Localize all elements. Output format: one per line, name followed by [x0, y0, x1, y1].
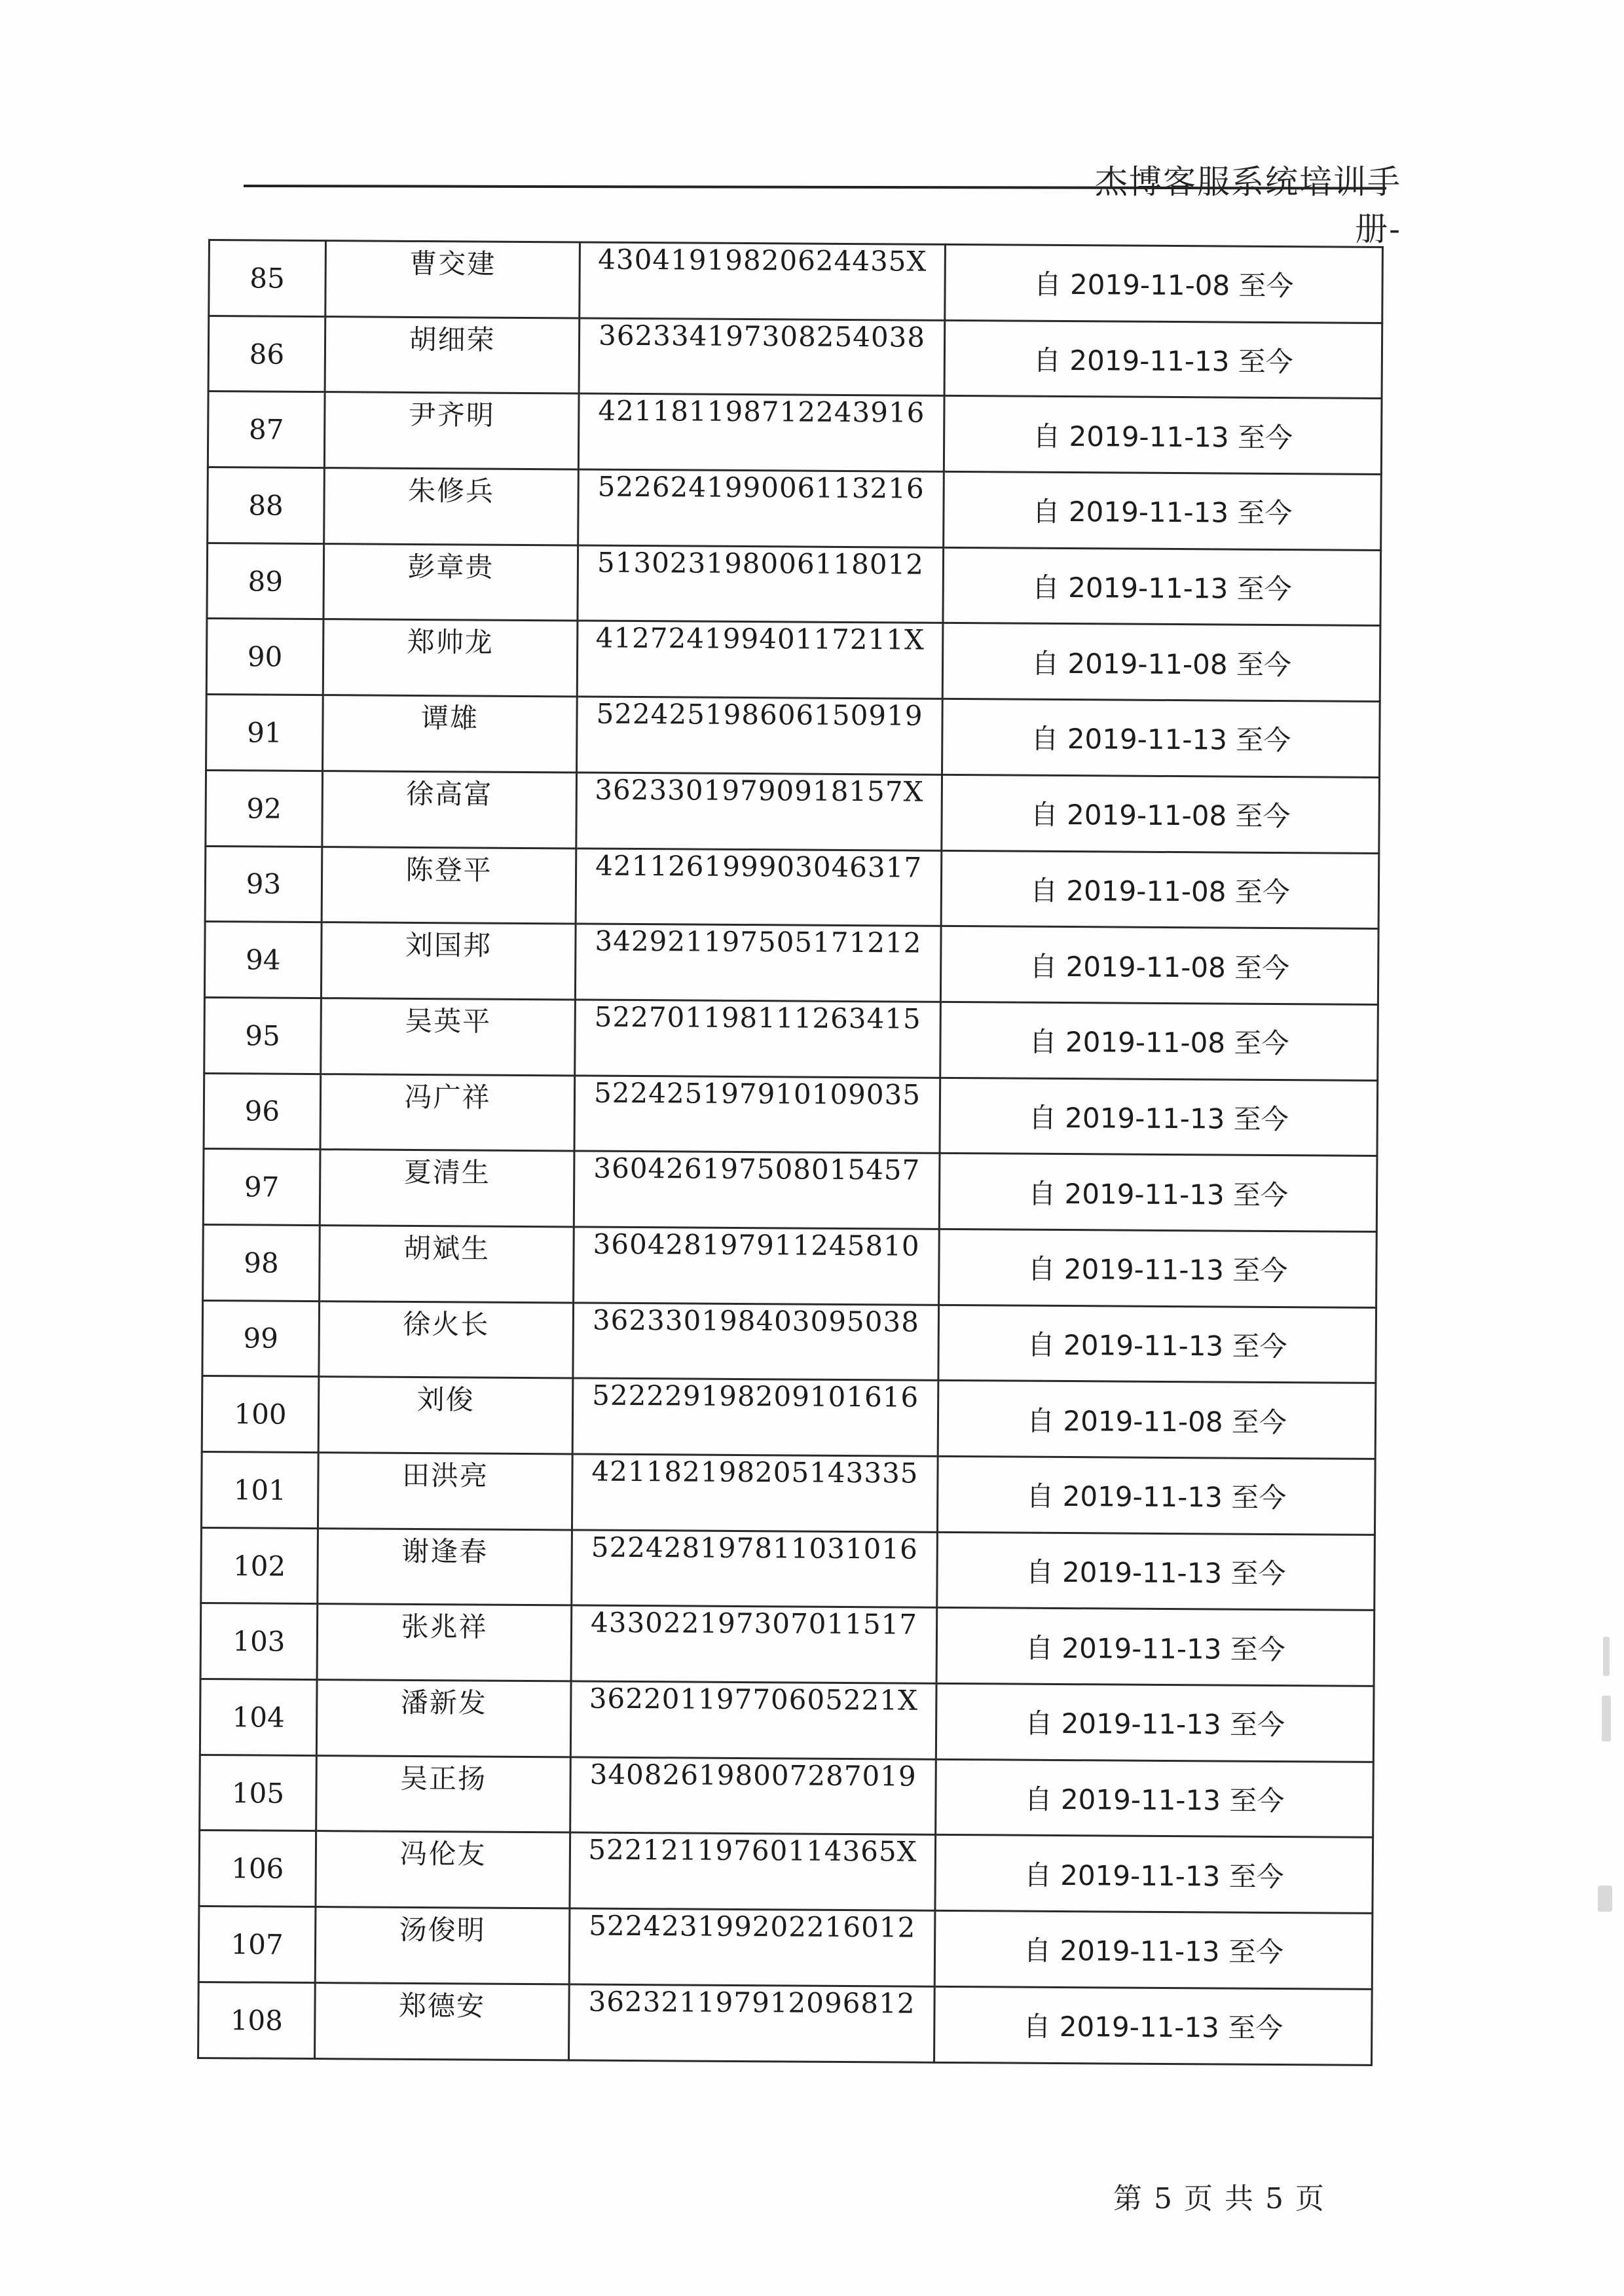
period-cell: 自 2019-11-13 至今 — [944, 396, 1382, 475]
name-cell: 徐火长 — [319, 1301, 574, 1378]
id-number-cell: 362330198403095038 — [573, 1303, 939, 1381]
row-number-cell: 108 — [198, 1982, 316, 2058]
table-row — [208, 392, 1382, 475]
roster-table-body — [198, 240, 1383, 2065]
id-number-cell: 433022197307011517 — [571, 1605, 937, 1683]
table-row — [204, 1073, 1378, 1156]
table-row — [205, 846, 1379, 929]
table-row — [204, 922, 1378, 1005]
period-cell: 自 2019-11-08 至今 — [941, 850, 1379, 929]
table-row — [198, 1982, 1373, 2065]
name-cell: 谢逢春 — [318, 1528, 572, 1605]
row-number-cell: 93 — [205, 846, 322, 922]
name-cell: 汤俊明 — [315, 1907, 570, 1984]
name-cell: 陈登平 — [322, 847, 576, 924]
period-cell: 自 2019-11-13 至今 — [938, 1305, 1376, 1383]
name-cell: 田洪亮 — [318, 1453, 572, 1530]
row-number-cell: 101 — [201, 1451, 318, 1528]
row-number-cell: 100 — [202, 1376, 319, 1453]
table-row — [202, 1300, 1376, 1383]
row-number-cell: 98 — [203, 1224, 320, 1301]
id-number-cell: 522229198209101616 — [572, 1378, 938, 1456]
period-cell: 自 2019-11-13 至今 — [936, 1683, 1374, 1762]
name-cell: 朱修兵 — [324, 468, 579, 545]
row-number-cell: 105 — [200, 1755, 317, 1831]
id-number-cell: 513023198006118012 — [578, 545, 944, 623]
period-cell: 自 2019-11-13 至今 — [937, 1532, 1375, 1611]
id-number-cell: 362321197912096812 — [569, 1984, 935, 2062]
row-number-cell: 107 — [198, 1906, 316, 1983]
table-row — [208, 316, 1382, 399]
table-row — [204, 997, 1378, 1080]
table-row — [199, 1831, 1373, 1914]
table-row — [209, 240, 1383, 323]
period-cell: 自 2019-11-08 至今 — [940, 1002, 1378, 1080]
name-cell: 胡斌生 — [320, 1226, 574, 1303]
row-number-cell: 104 — [200, 1679, 317, 1756]
row-number-cell: 99 — [202, 1300, 320, 1377]
row-number-cell: 89 — [207, 543, 324, 619]
table-row — [200, 1603, 1375, 1686]
id-number-cell: 421126199903046317 — [576, 848, 942, 926]
table-row — [203, 1149, 1377, 1232]
period-cell: 自 2019-11-08 至今 — [940, 926, 1378, 1005]
table-row — [200, 1679, 1374, 1762]
row-number-cell: 96 — [204, 1073, 321, 1150]
period-cell: 自 2019-11-13 至今 — [939, 1229, 1377, 1307]
name-cell: 郑帅龙 — [323, 619, 578, 697]
id-number-cell: 522423199202216012 — [569, 1908, 935, 1986]
name-cell: 冯伦友 — [316, 1831, 570, 1908]
row-number-cell: 103 — [200, 1603, 318, 1680]
row-number-cell: 88 — [208, 467, 325, 544]
id-number-cell: 362334197308254038 — [579, 318, 945, 396]
table-row — [200, 1755, 1374, 1838]
period-cell: 自 2019-11-13 至今 — [936, 1759, 1374, 1838]
row-number-cell: 106 — [199, 1831, 316, 1907]
page-number-footer: 第 5 页 共 5 页 — [1113, 2182, 1325, 2215]
row-number-cell: 91 — [206, 695, 323, 771]
id-number-cell: 522425197910109035 — [574, 1076, 940, 1154]
row-number-cell: 87 — [208, 392, 325, 468]
id-number-cell: 342921197505171212 — [575, 924, 941, 1002]
period-cell: 自 2019-11-08 至今 — [945, 244, 1383, 323]
id-number-cell: 41272419940117211X — [577, 621, 943, 699]
name-cell: 潘新发 — [316, 1680, 571, 1757]
row-number-cell: 92 — [206, 770, 323, 847]
name-cell: 冯广祥 — [320, 1074, 575, 1151]
period-cell: 自 2019-11-13 至今 — [943, 547, 1381, 626]
period-cell: 自 2019-11-08 至今 — [942, 623, 1380, 702]
id-number-cell: 421182198205143335 — [572, 1454, 938, 1532]
roster-table-container — [197, 239, 1374, 2066]
table-row — [201, 1527, 1375, 1611]
row-number-cell: 86 — [208, 316, 325, 392]
id-number-cell: 52212119760114365X — [570, 1832, 936, 1910]
period-cell: 自 2019-11-13 至今 — [944, 471, 1382, 550]
id-number-cell: 522428197811031016 — [572, 1530, 938, 1608]
name-cell: 张兆祥 — [317, 1604, 572, 1681]
table-row — [202, 1376, 1376, 1459]
period-cell: 自 2019-11-13 至今 — [937, 1456, 1375, 1535]
table-row — [206, 770, 1380, 853]
name-cell: 彭章贵 — [323, 543, 578, 621]
name-cell: 尹齐明 — [324, 392, 579, 469]
table-row — [198, 1906, 1373, 1990]
id-number-cell: 360426197508015457 — [574, 1151, 940, 1229]
id-number-cell: 522425198606150919 — [577, 697, 943, 774]
period-cell: 自 2019-11-08 至今 — [938, 1381, 1376, 1459]
name-cell: 胡细荣 — [325, 316, 580, 393]
period-cell: 自 2019-11-13 至今 — [934, 1910, 1373, 1989]
table-row — [206, 619, 1380, 702]
table-row — [208, 467, 1382, 551]
row-number-cell: 95 — [204, 997, 322, 1074]
table-row — [206, 695, 1380, 778]
row-number-cell: 94 — [204, 922, 322, 998]
period-cell: 自 2019-11-13 至今 — [942, 699, 1380, 777]
name-cell: 刘国邦 — [321, 922, 576, 1000]
row-number-cell: 85 — [209, 240, 326, 317]
id-number-cell: 522701198111263415 — [575, 1000, 941, 1078]
name-cell: 吴正扬 — [316, 1755, 571, 1832]
name-cell: 夏清生 — [320, 1150, 574, 1227]
scan-artifact — [1598, 1886, 1612, 1912]
row-number-cell: 102 — [201, 1527, 318, 1604]
period-cell: 自 2019-11-13 至今 — [944, 320, 1382, 399]
table-row — [201, 1451, 1375, 1535]
roster-table — [197, 239, 1384, 2066]
scan-artifact — [1603, 1637, 1610, 1676]
table-row — [207, 543, 1381, 626]
id-number-cell: 43041919820624435X — [580, 242, 946, 320]
name-cell: 郑德安 — [315, 1982, 570, 2060]
period-cell: 自 2019-11-13 至今 — [936, 1608, 1375, 1686]
name-cell: 吴英平 — [321, 998, 576, 1075]
name-cell: 谭雄 — [323, 695, 578, 773]
row-number-cell: 90 — [206, 619, 323, 695]
name-cell: 刘俊 — [318, 1377, 573, 1454]
table-row — [203, 1224, 1377, 1307]
id-number-cell: 36220119770605221X — [570, 1681, 936, 1759]
period-cell: 自 2019-11-13 至今 — [940, 1078, 1378, 1156]
period-cell: 自 2019-11-13 至今 — [935, 1835, 1373, 1914]
id-number-cell: 522624199006113216 — [578, 469, 944, 547]
row-number-cell: 97 — [203, 1149, 320, 1226]
name-cell: 徐高富 — [322, 771, 577, 848]
id-number-cell: 340826198007287019 — [570, 1757, 936, 1835]
scan-artifact — [1602, 1696, 1611, 1741]
period-cell: 自 2019-11-08 至今 — [942, 774, 1380, 853]
period-cell: 自 2019-11-13 至今 — [939, 1154, 1377, 1232]
id-number-cell: 421181198712243916 — [578, 393, 944, 471]
id-number-cell: 36233019790918157X — [576, 773, 942, 850]
id-number-cell: 360428197911245810 — [574, 1227, 940, 1305]
document-header-title: 杰博客服系统培训手册- — [1095, 163, 1401, 248]
period-cell: 自 2019-11-13 至今 — [934, 1986, 1373, 2065]
name-cell: 曹交建 — [325, 241, 580, 318]
